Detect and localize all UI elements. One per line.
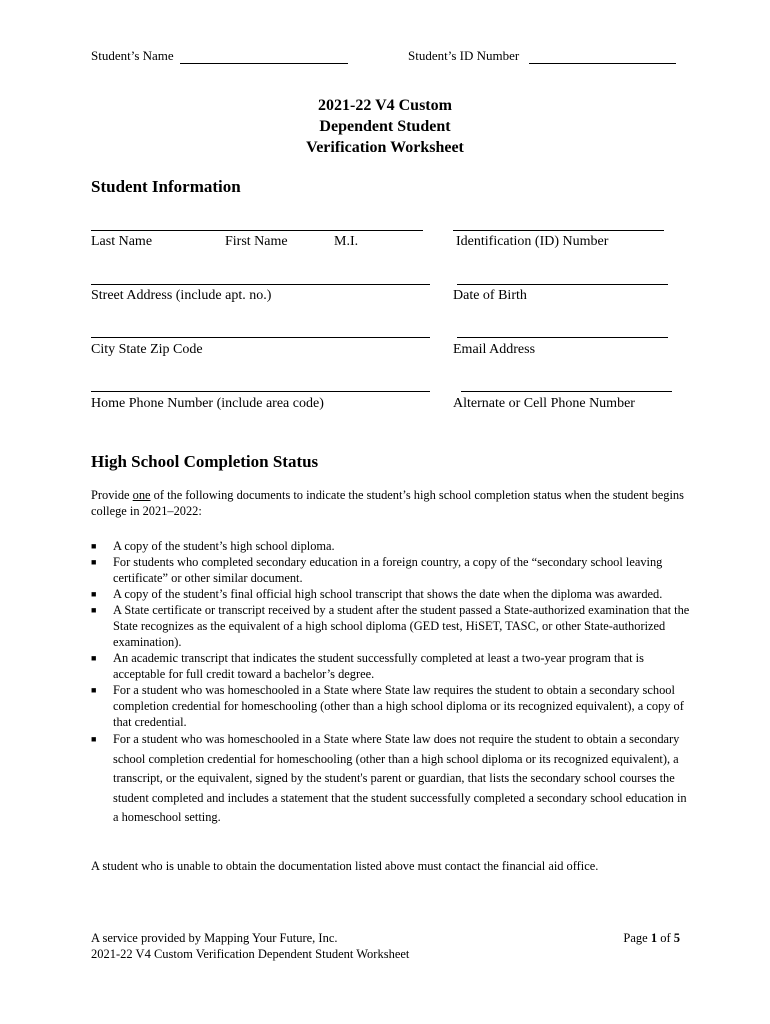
closing-paragraph: A student who is unable to obtain the documentation listed above must contact the financial aid office. [91,859,599,873]
street-address-input-line[interactable] [91,284,430,285]
list-item-text: An academic transcript that indicates the student successfully completed at least a two-year program that is acceptable for full credit toward a bachelor’s degree. [113,651,644,681]
intro-pre: Provide [91,488,133,502]
city-state-zip-input-line[interactable] [91,337,430,338]
doc-title-line-3: Verification Worksheet [306,139,464,156]
list-item [91,730,691,828]
list-item [91,682,691,730]
list-item-text: For students who completed secondary education in a foreign country, a copy of the “secondary school leaving certificate” or other similar document. [113,555,663,585]
bullet-square-icon: ■ [91,685,97,695]
list-item-text: For a student who was homeschooled in a State where State law does not require the student to obtain a secondary school completion credential for homeschooling (other than a high school diploma or its recognized equivalent), a transcript, or the equivalent, signed by the student's parent or guardian, that lists the secondary school courses the student completed and includes a statement that the student successfully completed a secondary school education in a homeschool setting. [113,732,687,824]
student-id-label: Student’s ID Number [408,48,520,63]
home-phone-label: Home Phone Number (include area code) [91,396,324,411]
student-id-line[interactable] [529,63,676,64]
page-total: 5 [673,931,680,945]
doc-title-line-1: 2021-22 V4 Custom [318,97,452,114]
list-item [91,650,691,682]
student-info-heading: Student Information [91,177,241,196]
hs-completion-heading: High School Completion Status [91,452,319,471]
id-number-label: Identification (ID) Number [456,234,609,249]
cell-phone-label: Alternate or Cell Phone Number [453,396,635,411]
hs-intro-paragraph [91,487,691,519]
cell-phone-input-line[interactable] [461,391,672,392]
list-item [91,554,691,586]
list-item [91,586,691,602]
email-label: Email Address [453,342,536,357]
footer-provider: A service provided by Mapping Your Future, Inc. [91,931,338,945]
date-of-birth-input-line[interactable] [457,284,668,285]
page-current: 1 [650,931,658,945]
bullet-square-icon: ■ [91,605,97,615]
student-name-label: Student’s Name [91,48,174,63]
page-of: of [657,931,674,945]
intro-emphasis: one [132,488,151,502]
list-item-text: For a student who was homeschooled in a State where State law requires the student to obtain a secondary school completion credential for homeschooling (other than a high school diploma or its recognized equivalent), a copy of that credential. [113,683,684,729]
footer-doc-name: 2021-22 V4 Custom Verification Dependent Student Worksheet [91,947,410,961]
page-word: Page [623,931,651,945]
street-address-label: Street Address (include apt. no.) [91,288,272,303]
last-name-label: Last Name [91,234,153,249]
bullet-square-icon: ■ [91,653,97,663]
email-input-line[interactable] [457,337,668,338]
doc-title-line-2: Dependent Student [319,118,451,135]
city-state-zip-label: City State Zip Code [91,342,203,357]
bullet-square-icon: ■ [91,541,97,551]
student-name-line[interactable] [180,63,348,64]
bullet-square-icon: ■ [91,734,97,744]
home-phone-input-line[interactable] [91,391,430,392]
first-name-label: First Name [225,234,288,249]
mi-label: M.I. [334,234,359,249]
list-item-text: A copy of the student’s high school diploma. [113,539,335,553]
document-options-list [91,538,691,828]
name-input-line[interactable] [91,230,423,231]
list-item [91,538,691,554]
list-item-text: A copy of the student’s final official high school transcript that shows the date when the diploma was awarded. [113,587,663,601]
bullet-square-icon: ■ [91,589,97,599]
list-item [91,602,691,650]
id-number-input-line[interactable] [453,230,664,231]
date-of-birth-label: Date of Birth [453,288,527,303]
list-item-text: A State certificate or transcript received by a student after the student passed a State-authorized examination that the State recognizes as the equivalent of a high school diploma (GED test, HiSET, TASC, or other State-authorized examination). [113,603,690,649]
intro-post: of the following documents to indicate the student’s high school completion status when the student begins college in 2021–2022: [91,488,684,518]
bullet-square-icon: ■ [91,557,97,567]
page-number [520,930,680,946]
